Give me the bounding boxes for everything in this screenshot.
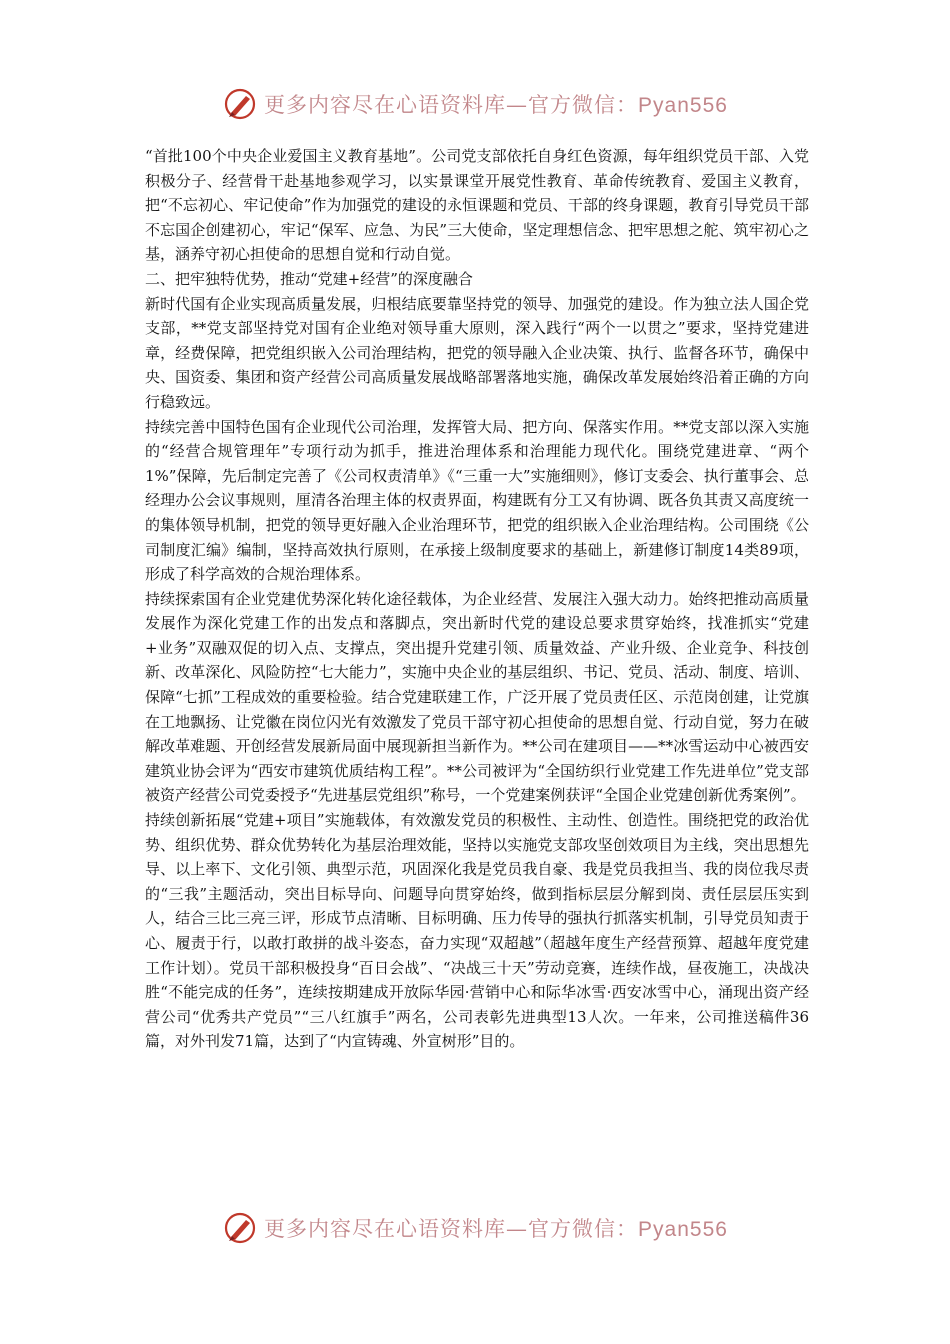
paragraph: 持续探索国有企业党建优势深化转化途径载体，为企业经营、发展注入强大动力。始终把推动高质量发展作为深化党建工作的出发点和落脚点，突出新时代党的建设总要求贯穿始终，找准抓实“党建+业务”双融双促的切入点、支撑点，突出提升党建引领、质量效益、产业升级、企业竞争、科技创新、改革深化、风险防控“七大能力”，实施中央企业的基层组织、书记、党员、活动、制度、培训、保障“七抓”工程成效的重要检验。结合党建联建工作，广泛开展了党员责任区、示范岗创建，让党旗在工地飘扬、让党徽在岗位闪光有效激发了党员干部守初心担使命的思想自觉、行动自觉，努力在破解改革难题、开创经营发展新局面中展现新担当新作为。**公司在建项目——**冰雪运动中心被西安建筑业协会评为“西安市建筑优质结构工程”。**公司被评为“全国纺织行业党建工作先进单位”党支部被资产经营公司党委授予“先进基层党组织”称号，一个党建案例获评“全国企业党建创新优秀案例”。 — [145, 589, 809, 805]
pen-circle-logo-icon — [222, 1210, 258, 1246]
footer-wechat-id: Pyan556 — [638, 1218, 728, 1241]
paragraph: 新时代国有企业实现高质量发展，归根结底要靠坚持党的领导、加强党的建设。作为独立法人国企党支部，**党支部坚持党对国有企业绝对领导重大原则，深入践行“两个一以贯之”要求，坚持党建进章，经费保障，把党组织嵌入公司治理结构，把党的领导融入企业决策、执行、监督各环节，确保中央、国资委、集团和资产经营公司高质量发展战略部署落地实施，确保改革发展始终沿着正确的方向行稳致远。 — [145, 294, 809, 411]
pen-circle-logo-icon — [222, 86, 258, 122]
footer-banner-text: 更多内容尽在心语资料库—官方微信：Pyan556 — [264, 1217, 728, 1241]
paragraph: 持续创新拓展“党建+项目”实施载体，有效激发党员的积极性、主动性、创造性。围绕把党的政治优势、组织优势、群众优势转化为基层治理效能，坚持以实施党支部攻坚创效项目为主线，突出思想先导、以上率下、文化引领、典型示范，巩固深化我是党员我自豪、我是党员我担当、我的岗位我尽责的“三我”主题活动，突出目标导向、问题导向贯穿始终，做到指标层层分解到岗、责任层层压实到人，结合三比三亮三评，形成节点清晰、目标明确、压力传导的强执行抓落实机制，引导党员知责于心、履责于行，以敢打敢拼的战斗姿态，奋力实现“双超越”（超越年度生产经营预算、超越年度党建工作计划）。党员干部积极投身“百日会战”、“决战三十天”劳动竞赛，连续作战，昼夜施工，决战决胜“不能完成的任务”，连续按期建成开放际华园·营销中心和际华冰雪·西安冰雪中心，涌现出资产经营公司“优秀共产党员”“三八红旗手”两名，公司表彰先进典型13人次。一年来，公司推送稿件36篇，对外刊发71篇，达到了“内宣铸魂、外宣树形”目的。 — [145, 811, 809, 1051]
header-banner — [0, 84, 950, 124]
header-banner-text: 更多内容尽在心语资料库—官方微信：Pyan556 — [264, 93, 728, 117]
header-wechat-id: Pyan556 — [638, 94, 728, 117]
footer-banner — [0, 1208, 950, 1248]
paragraph: “首批100个中央企业爱国主义教育基地”。公司党支部依托自身红色资源，每年组织党员干部、入党积极分子、经营骨干赴基地参观学习，以实景课堂开展党性教育、革命传统教育、爱国主义教育，把“不忘初心、牢记使命”作为加强党的建设的永恒课题和党员、干部的终身课题，教育引导党员干部不忘国企创建初心，牢记“保军、应急、为民”三大使命，坚定理想信念、把牢思想之舵、筑牢初心之基，涵养守初心担使命的思想自觉和行动自觉。 — [145, 147, 809, 264]
document-body — [145, 144, 809, 1054]
paragraph: 持续完善中国特色国有企业现代公司治理，发挥管大局、把方向、保落实作用。**党支部以深入实施的“经营合规管理年”专项行动为抓手，推进治理体系和治理能力现代化。围绕党建进章、“两个1%”保障，先后制定完善了《公司权责清单》《“三重一大”实施细则》，修订支委会、执行董事会、总经理办公会议事规则，厘清各治理主体的权责界面，构建既有分工又有协调、既各负其责又高度统一的集体领导机制，把党的领导更好融入企业治理环节，把党的组织嵌入企业治理结构。公司围绕《公司制度汇编》编制，坚持高效执行原则，在承接上级制度要求的基础上，新建修订制度14类89项，形成了科学高效的合规治理体系。 — [145, 417, 809, 584]
section-heading: 二、把牢独特优势，推动“党建+经营”的深度融合 — [145, 269, 473, 288]
